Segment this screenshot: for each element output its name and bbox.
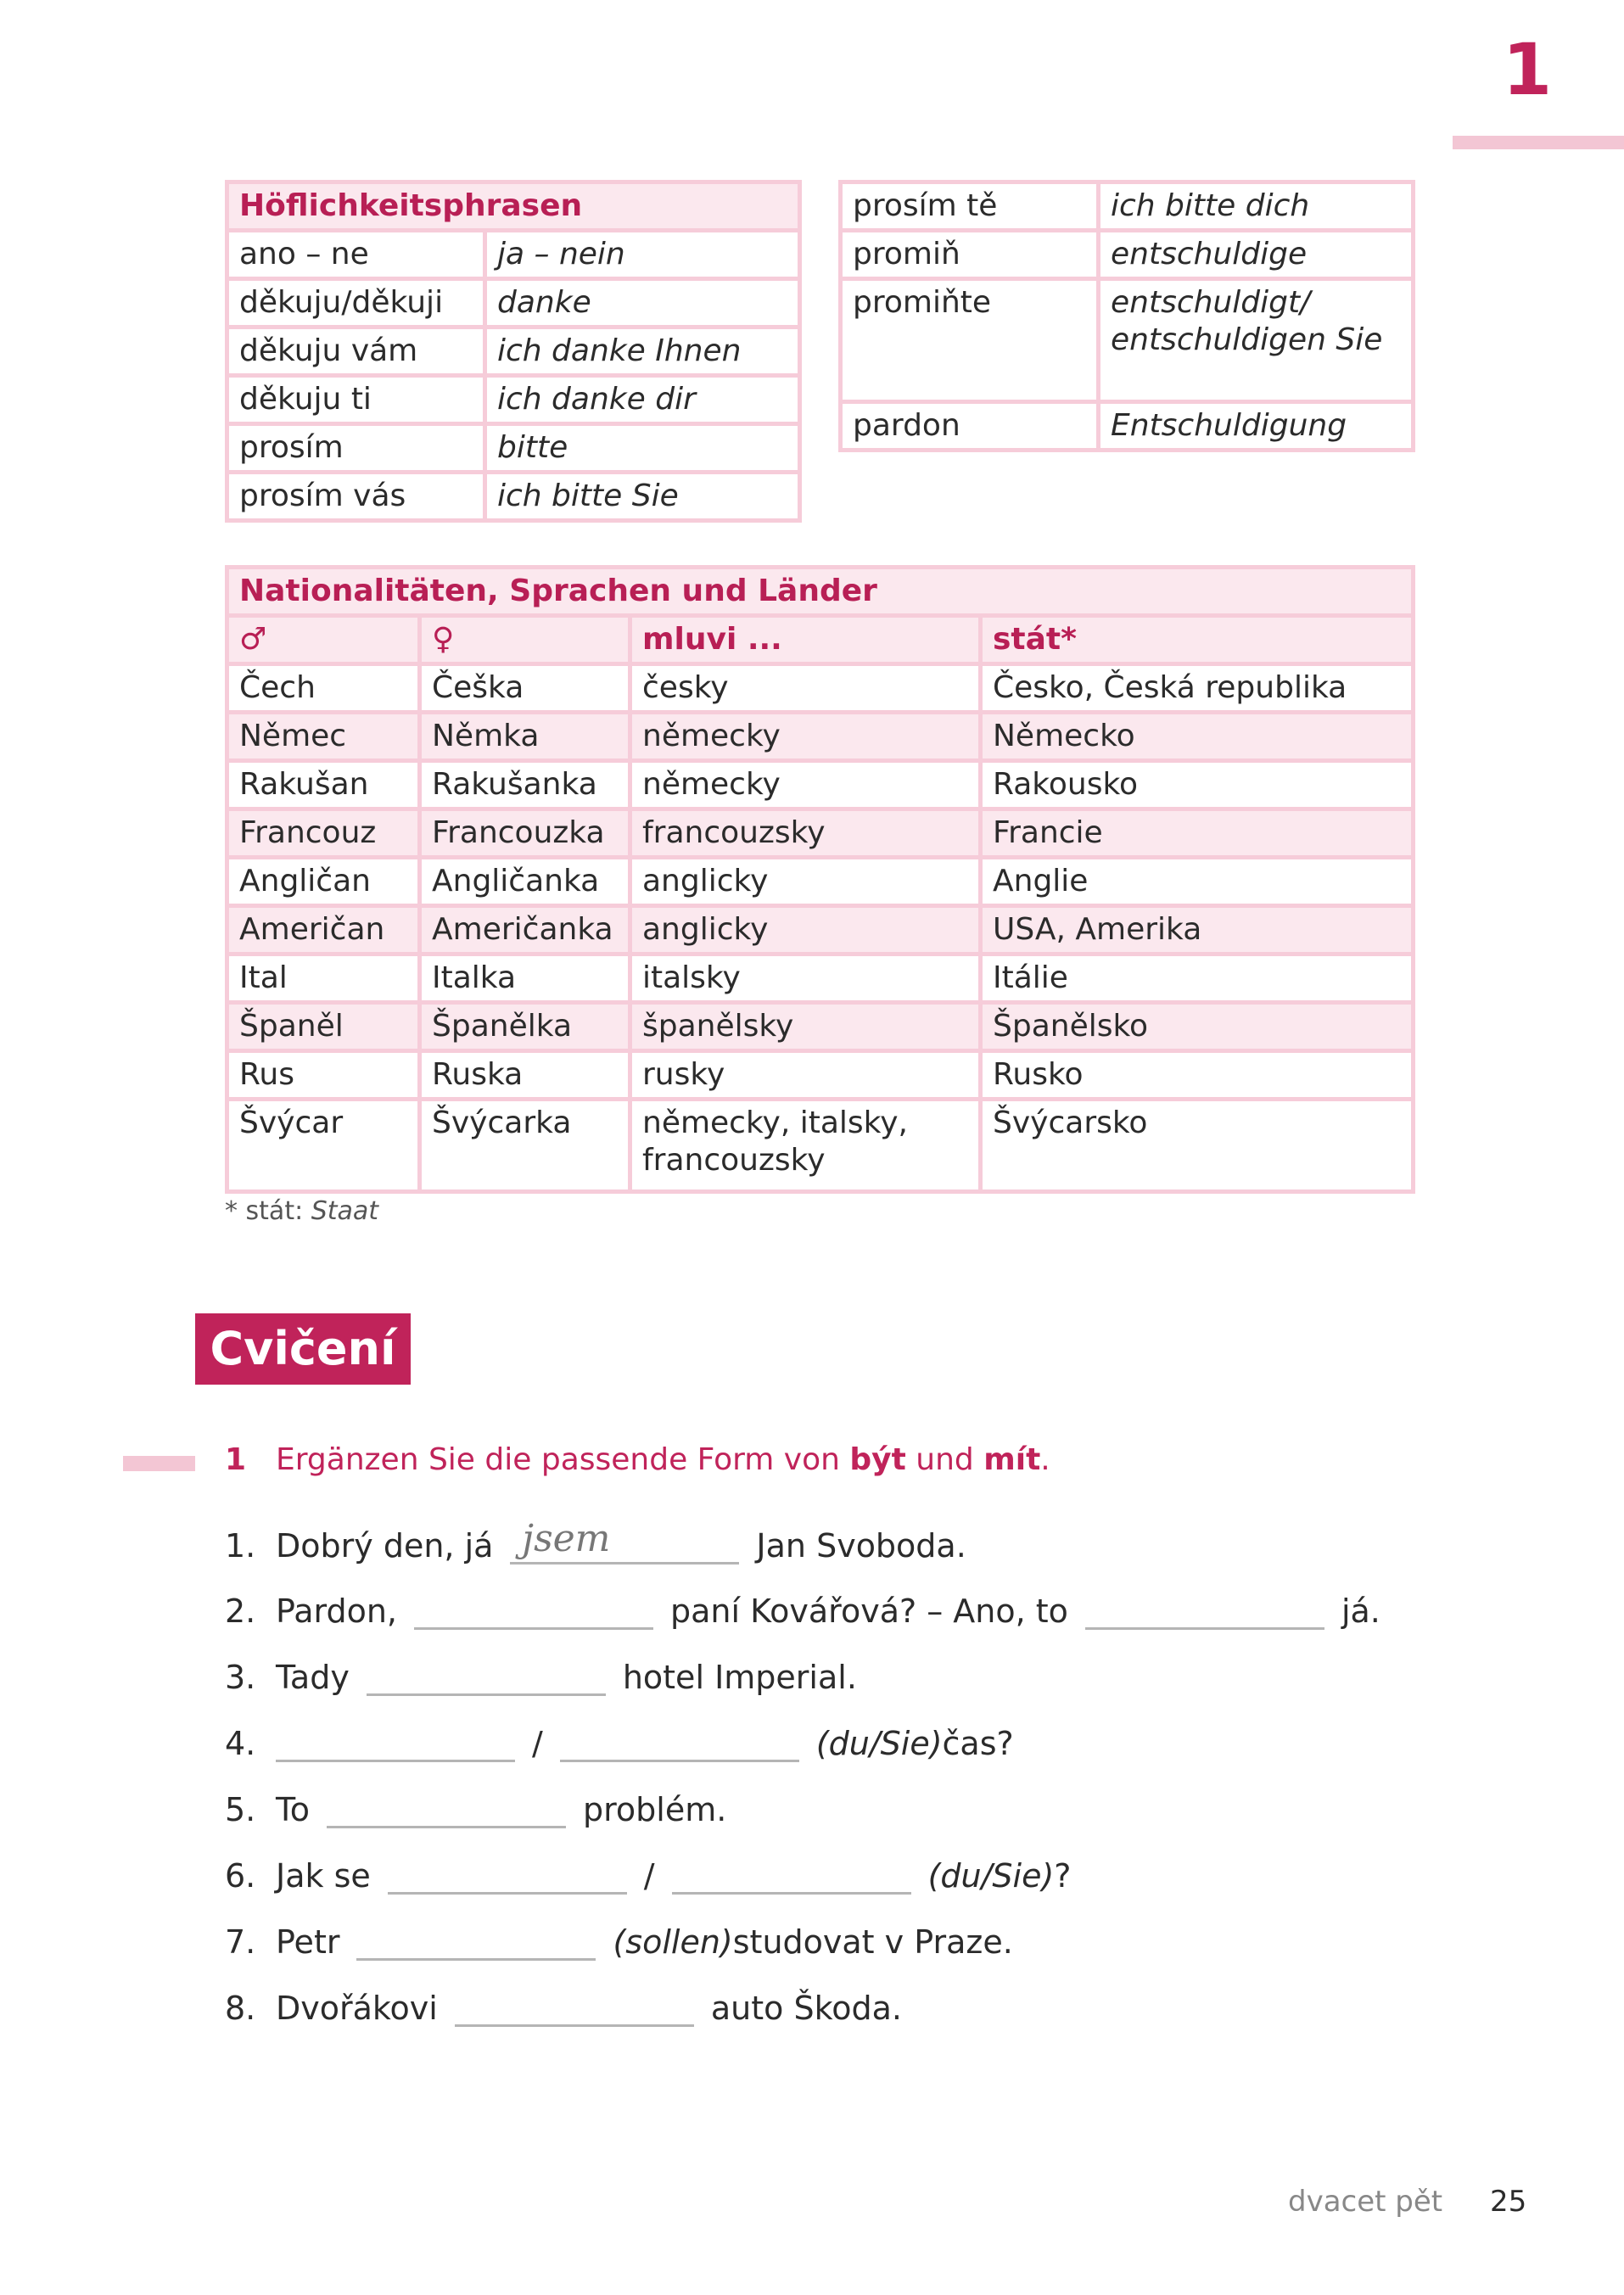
- cell: Američanka: [420, 906, 630, 954]
- de-line-1: entschuldigt/: [1111, 285, 1311, 320]
- answer-blank[interactable]: [672, 1860, 911, 1895]
- item-text: čas?: [942, 1725, 1014, 1762]
- item-number: 5.: [225, 1791, 256, 1828]
- instr-text: und: [905, 1442, 984, 1477]
- table-header-row: [227, 616, 1414, 664]
- cell: Rusko: [981, 1051, 1414, 1100]
- answer-blank[interactable]: [388, 1860, 627, 1895]
- female-symbol-icon: ♀: [420, 616, 630, 664]
- item-text: studovat v Praze.: [732, 1923, 1013, 1961]
- de-cell: bitte: [485, 424, 800, 473]
- cell: anglicky: [630, 906, 981, 954]
- item-text: Dobrý den, já: [276, 1527, 494, 1565]
- cell: Německo: [981, 713, 1414, 761]
- de-line-2: entschuldigen Sie: [1111, 322, 1383, 357]
- item-hint: (sollen): [613, 1923, 733, 1961]
- cell: [630, 1100, 981, 1192]
- table-row: [227, 954, 1414, 1003]
- exercise-item-5: [225, 1791, 726, 1828]
- answer-blank[interactable]: [414, 1595, 653, 1630]
- item-text: paní Kovářová? – Ano, to: [669, 1593, 1068, 1630]
- cz-cell: prosím tě: [841, 182, 1099, 231]
- cell: Němec: [227, 713, 420, 761]
- item-number: 1.: [225, 1527, 256, 1565]
- table-row: [227, 664, 1414, 713]
- cell: Rakušanka: [420, 761, 630, 809]
- table-row: [841, 231, 1414, 279]
- cell: Angličanka: [420, 858, 630, 906]
- answer-blank[interactable]: [1085, 1595, 1324, 1630]
- male-symbol-icon: ♂: [227, 616, 420, 664]
- table-row: [227, 1100, 1414, 1192]
- exercise-item-8: [225, 1990, 902, 2027]
- footnote-translation: Staat: [311, 1196, 379, 1226]
- cell: italsky: [630, 954, 981, 1003]
- de-cell: ich danke Ihnen: [485, 327, 800, 376]
- table-row: [227, 761, 1414, 809]
- politeness-table: [225, 180, 802, 523]
- de-cell: [1099, 279, 1414, 402]
- cz-cell: prosím: [227, 424, 485, 473]
- cell: Angličan: [227, 858, 420, 906]
- cell: Švýcarka: [420, 1100, 630, 1192]
- exercise-item-4: [225, 1725, 1014, 1762]
- cell: anglicky: [630, 858, 981, 906]
- item-text: hotel Imperial.: [622, 1659, 857, 1696]
- cz-cell: promiňte: [841, 279, 1099, 402]
- exercise-instruction: [276, 1442, 1050, 1477]
- slash: /: [643, 1857, 655, 1895]
- item-text: já.: [1341, 1593, 1380, 1630]
- answer-blank[interactable]: [356, 1926, 596, 1961]
- item-text: Pardon,: [276, 1593, 397, 1630]
- item-number: 6.: [225, 1857, 256, 1895]
- item-text: auto Škoda.: [710, 1990, 902, 2027]
- cz-cell: pardon: [841, 402, 1099, 451]
- item-hint: (du/Sie): [927, 1857, 1055, 1895]
- table-row: [841, 279, 1414, 402]
- cell-line-1: německy, italsky,: [642, 1106, 908, 1140]
- cell: USA, Amerika: [981, 906, 1414, 954]
- answer-blank[interactable]: [560, 1727, 799, 1762]
- answer-blank[interactable]: [510, 1517, 739, 1565]
- header-language: mluvi ...: [630, 616, 981, 664]
- table-row: [227, 376, 800, 424]
- table-row: [227, 327, 800, 376]
- politeness-table-2: [838, 180, 1415, 452]
- cell: Rus: [227, 1051, 420, 1100]
- nationalities-table: [225, 565, 1415, 1194]
- exercise-number: 1: [225, 1442, 247, 1477]
- table-row: [227, 713, 1414, 761]
- chapter-marker-bar: [1453, 136, 1624, 149]
- footnote-prefix: * stát:: [225, 1196, 311, 1226]
- table-row: [227, 809, 1414, 858]
- exercise-item-1: [225, 1517, 966, 1565]
- table-row: [227, 906, 1414, 954]
- item-hint: (du/Sie): [815, 1725, 943, 1762]
- footnote: [225, 1196, 378, 1226]
- instr-text: .: [1040, 1442, 1050, 1477]
- de-cell: entschuldige: [1099, 231, 1414, 279]
- de-cell: ich bitte Sie: [485, 473, 800, 521]
- cell: Rakousko: [981, 761, 1414, 809]
- cell: Česko, Česká republika: [981, 664, 1414, 713]
- cell: Itálie: [981, 954, 1414, 1003]
- item-number: 2.: [225, 1593, 256, 1630]
- exercise-item-7: [225, 1923, 1013, 1961]
- cz-cell: děkuju vám: [227, 327, 485, 376]
- de-cell: ich danke dir: [485, 376, 800, 424]
- answer-blank[interactable]: [455, 1992, 694, 2027]
- table-row: [841, 402, 1414, 451]
- cell: Italka: [420, 954, 630, 1003]
- cz-cell: promiň: [841, 231, 1099, 279]
- chapter-number: 1: [1502, 28, 1553, 111]
- exercise-item-3: [225, 1659, 857, 1696]
- table-row: [841, 182, 1414, 231]
- item-text: problém.: [583, 1791, 727, 1828]
- item-text: To: [276, 1791, 311, 1828]
- item-number: 4.: [225, 1725, 256, 1762]
- cell: Ruska: [420, 1051, 630, 1100]
- cell: Rakušan: [227, 761, 420, 809]
- item-number: 7.: [225, 1923, 256, 1961]
- cell: česky: [630, 664, 981, 713]
- item-text: ?: [1054, 1857, 1072, 1895]
- cell: Němka: [420, 713, 630, 761]
- slash: /: [532, 1725, 543, 1762]
- de-cell: Entschuldigung: [1099, 402, 1414, 451]
- table-title: Höflichkeitsphrasen: [227, 182, 800, 231]
- table-title: Nationalitäten, Sprachen und Länder: [227, 568, 1414, 616]
- item-text: Jak se: [276, 1857, 371, 1895]
- cell: rusky: [630, 1051, 981, 1100]
- page-number: 25: [1490, 2185, 1527, 2219]
- de-cell: ich bitte dich: [1099, 182, 1414, 231]
- cell: Švýcar: [227, 1100, 420, 1192]
- table-row: [227, 858, 1414, 906]
- cell: Francie: [981, 809, 1414, 858]
- de-cell: ja – nein: [485, 231, 800, 279]
- header-country: stát*: [981, 616, 1414, 664]
- answer-blank[interactable]: [276, 1727, 515, 1762]
- cell: německy: [630, 713, 981, 761]
- item-text: Dvořákovi: [276, 1990, 438, 2027]
- table-row: [227, 231, 800, 279]
- item-text: Tady: [276, 1659, 350, 1696]
- table-row: [227, 279, 800, 327]
- cell: španělsky: [630, 1003, 981, 1051]
- cell: Anglie: [981, 858, 1414, 906]
- answer-blank[interactable]: [327, 1794, 566, 1828]
- cz-cell: prosím vás: [227, 473, 485, 521]
- table-row: [227, 473, 800, 521]
- exercise-item-2: [225, 1593, 1380, 1630]
- instr-text: Ergänzen Sie die passende Form von: [276, 1442, 850, 1477]
- cell: Španělsko: [981, 1003, 1414, 1051]
- cz-cell: ano – ne: [227, 231, 485, 279]
- cell: francouzsky: [630, 809, 981, 858]
- cell: Švýcarsko: [981, 1100, 1414, 1192]
- cz-cell: děkuju ti: [227, 376, 485, 424]
- table-row: [227, 1003, 1414, 1051]
- item-number: 8.: [225, 1990, 256, 2027]
- exercise-item-6: [225, 1857, 1071, 1895]
- item-text: Petr: [276, 1923, 340, 1961]
- item-text: Jan Svoboda.: [756, 1527, 966, 1565]
- cell: Češka: [420, 664, 630, 713]
- cell: Čech: [227, 664, 420, 713]
- cell: německy: [630, 761, 981, 809]
- exercise-marker-bar: [123, 1456, 195, 1471]
- cell: Francouzka: [420, 809, 630, 858]
- answer-blank[interactable]: [367, 1661, 606, 1696]
- verb-byt: být: [849, 1442, 906, 1477]
- cell-line-2: francouzsky: [642, 1143, 826, 1178]
- cell: Ital: [227, 954, 420, 1003]
- de-cell: danke: [485, 279, 800, 327]
- verb-mit: mít: [983, 1442, 1041, 1477]
- section-heading: Cvičení: [195, 1313, 411, 1385]
- table-row: [227, 1051, 1414, 1100]
- cell: Španělka: [420, 1003, 630, 1051]
- cell: Španěl: [227, 1003, 420, 1051]
- page-number-words: dvacet pět: [1288, 2185, 1443, 2219]
- item-number: 3.: [225, 1659, 256, 1696]
- sample-answer: jsem: [522, 1517, 611, 1560]
- cell: Američan: [227, 906, 420, 954]
- cell: Francouz: [227, 809, 420, 858]
- cz-cell: děkuju/děkuji: [227, 279, 485, 327]
- table-row: [227, 424, 800, 473]
